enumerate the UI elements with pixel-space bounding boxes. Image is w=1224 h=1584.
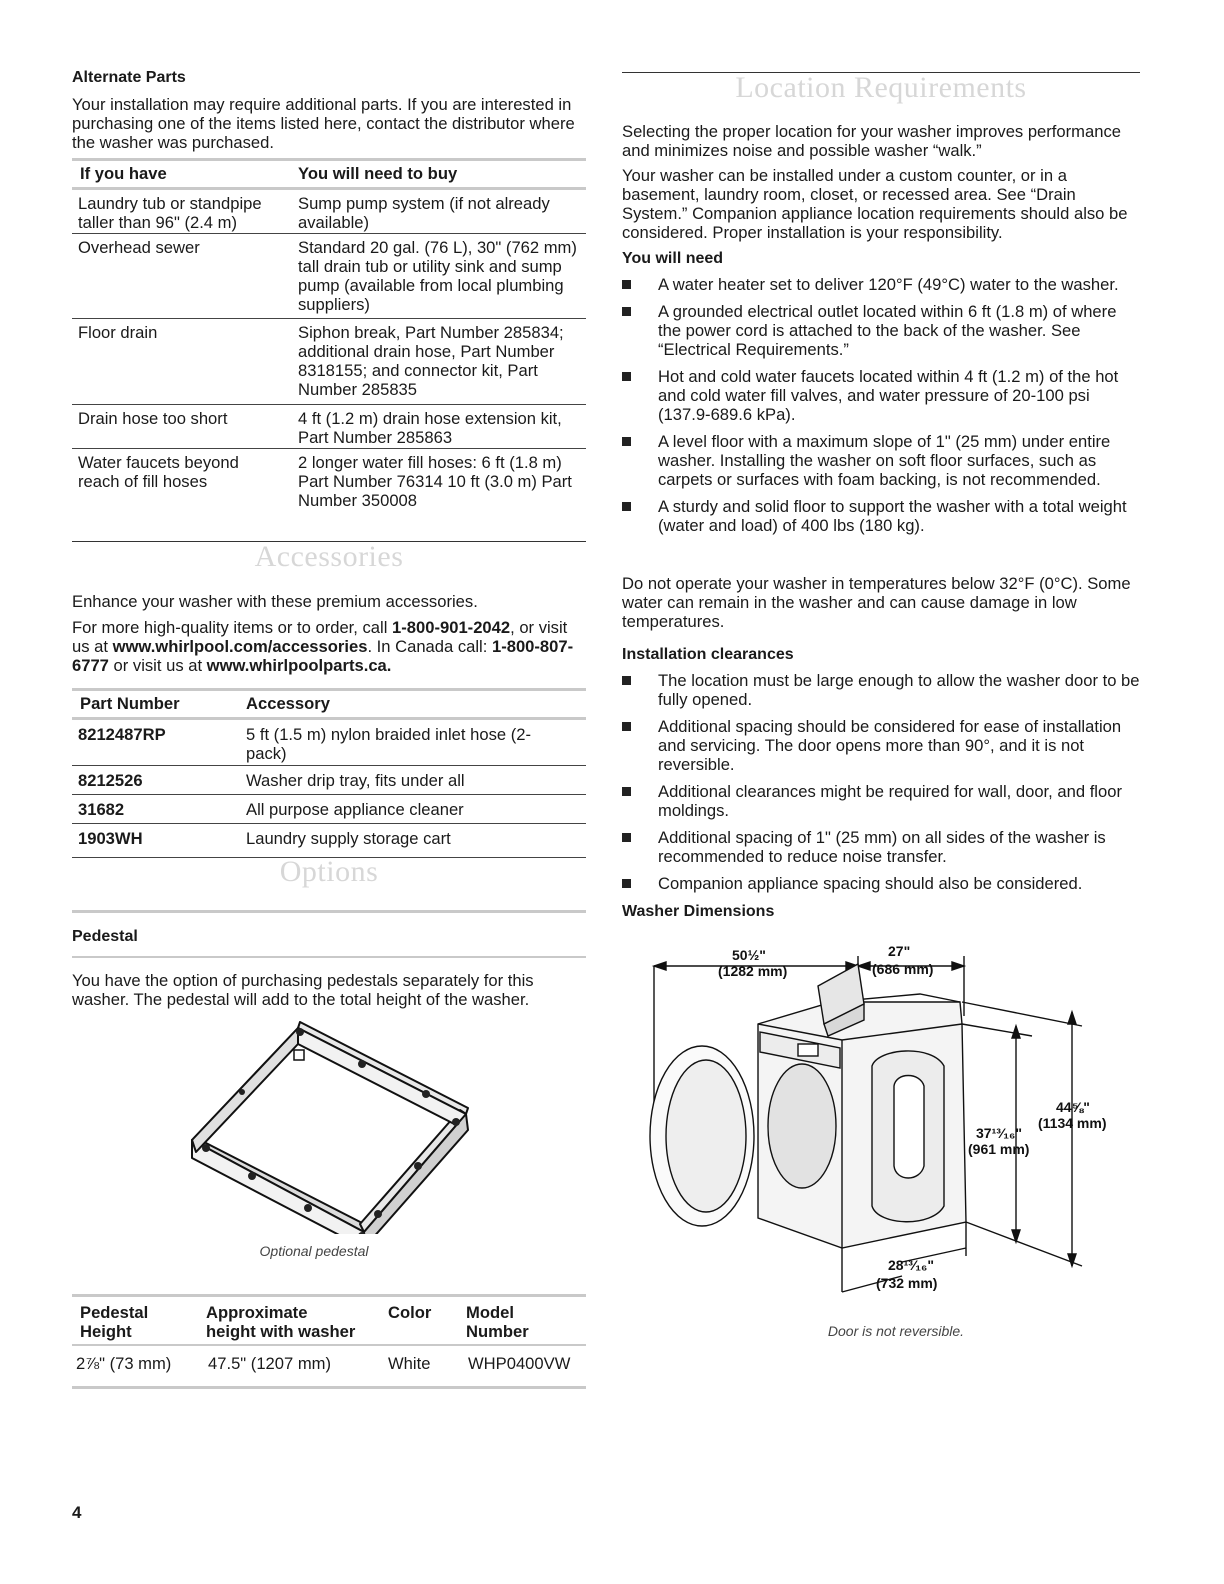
cell-buy: Siphon break, Part Number 285834; additional drain hose, Part Number 8318155; and connector kit, Part Number 285835 <box>298 323 564 399</box>
bullet-icon <box>622 879 631 888</box>
accessories-order-text <box>72 618 586 675</box>
table-header <box>72 1294 586 1346</box>
cell-approx: 47.5" (1207 mm) <box>208 1354 332 1373</box>
location-intro: Selecting the proper location for your washer improves performance and minimizes noise and possible washer “walk.” <box>622 122 1121 160</box>
cell-part: 8212526 <box>78 771 143 790</box>
clearances-list <box>622 671 1140 901</box>
col-header-accessory: Accessory <box>246 694 330 713</box>
bullet-icon <box>622 676 631 685</box>
cell-part: 31682 <box>78 800 125 819</box>
phone-us: 1-800-901-2042 <box>392 618 511 637</box>
table-row <box>72 234 586 319</box>
table-row <box>72 319 586 405</box>
list-item <box>622 782 1140 820</box>
dim-width-mm: (686 mm) <box>872 961 934 977</box>
col-header-height <box>80 1303 148 1341</box>
table-header <box>72 158 586 190</box>
list-item <box>622 717 1140 774</box>
cell-have: Laundry tub or standpipe taller than 96" (2.4 m) <box>78 194 262 232</box>
table-row <box>72 824 586 858</box>
you-will-need-list <box>622 275 1140 543</box>
table-header <box>72 688 586 720</box>
dim-height-in: 37¹³⁄₁₆" <box>976 1125 1023 1141</box>
pedestal-caption: Optional pedestal <box>259 1243 369 1259</box>
list-item-text: Hot and cold water faucets located within 4 ft (1.2 m) of the hot and cold water fill valves, and water pressure of 20-100 psi (137.9-689.6 kPa). <box>658 367 1119 424</box>
bullet-icon <box>622 280 631 289</box>
link-accessories-us[interactable]: www.whirlpool.com/accessories <box>112 637 368 656</box>
section-rule <box>72 910 586 913</box>
list-item <box>622 367 1140 424</box>
cell-height: 2⅞" (73 mm) <box>76 1354 172 1373</box>
list-item <box>622 497 1140 535</box>
table-row <box>72 720 586 766</box>
bullet-icon <box>622 787 631 796</box>
bullet-icon <box>622 307 631 316</box>
alternate-parts-intro: Your installation may require additional parts. If you are interested in purchasing one of the items listed here, contact the distributor where the washer was purchased. <box>72 95 575 152</box>
link-parts-ca[interactable]: www.whirlpoolparts.ca. <box>206 656 392 675</box>
installation-clearances-heading: Installation clearances <box>622 646 794 663</box>
cell-model: WHP0400VW <box>468 1354 571 1373</box>
table-row <box>72 190 586 234</box>
bullet-icon <box>622 833 631 842</box>
col-header-buy: You will need to buy <box>298 164 458 183</box>
col-header-have: If you have <box>80 164 167 183</box>
dim-width-door-in: 50½" <box>732 947 766 963</box>
pedestal-table <box>72 1294 586 1389</box>
list-item-text: A sturdy and solid floor to support the washer with a total weight (water and load) of 400 lbs (180 kg). <box>658 497 1127 535</box>
table-row <box>72 766 586 795</box>
dimensions-caption: Door is not reversible. <box>827 1323 965 1339</box>
washer-dimensions-heading: Washer Dimensions <box>622 903 775 920</box>
alternate-parts-table <box>72 158 586 515</box>
order-text: . In Canada call: <box>367 637 492 656</box>
header-line: Height <box>80 1322 132 1341</box>
cell-color: White <box>388 1354 431 1373</box>
location-install: Your washer can be installed under a custom counter, or in a basement, laundry room, closet, or recessed area. See “Drain System.” Companion appliance location requirements should also be considered. Proper installation is your responsibility. <box>622 166 1128 242</box>
cell-have: Overhead sewer <box>78 238 200 257</box>
dim-height-mm: (961 mm) <box>968 1141 1030 1157</box>
list-item-text: The location must be large enough to allow the washer door to be fully opened. <box>658 671 1140 709</box>
list-item-text: Additional clearances might be required for wall, door, and floor moldings. <box>658 782 1122 820</box>
cell-accessory: Laundry supply storage cart <box>246 829 451 848</box>
header-line: Pedestal <box>80 1303 149 1322</box>
dim-width-in: 27" <box>888 943 911 959</box>
cell-have: Water faucets beyond reach of fill hoses <box>78 453 239 491</box>
list-item <box>622 828 1140 866</box>
list-item-text: A level floor with a maximum slope of 1" (25 mm) under entire washer. Installing the washer on soft floor surfaces, such as carpets or surfaces with foam backing, is not recommended. <box>658 432 1111 489</box>
list-item-text: Additional spacing should be considered for ease of installation and servicing. The door opens more than 90°, and it is not reversible. <box>658 717 1122 774</box>
cell-have: Drain hose too short <box>78 409 228 428</box>
order-text: or visit us at <box>108 656 207 675</box>
phone-ca: 1-800-807-6777 <box>72 637 574 675</box>
list-item <box>622 275 1140 294</box>
dim-height-top-mm: (1134 mm) <box>1038 1115 1107 1131</box>
options-title: Options <box>279 855 379 888</box>
col-header-approx <box>206 1303 355 1341</box>
table-row <box>72 449 586 515</box>
accessories-title: Accessories <box>254 540 404 573</box>
bullet-icon <box>622 437 631 446</box>
pedestal-illustration <box>182 1018 472 1234</box>
washer-dimensions-diagram <box>632 936 1132 1316</box>
list-item <box>622 874 1140 893</box>
cell-buy: 4 ft (1.2 m) drain hose extension kit, Part Number 285863 <box>298 409 562 447</box>
dim-width-door-mm: (1282 mm) <box>718 963 788 979</box>
cell-buy: Standard 20 gal. (76 L), 30" (762 mm) tall drain tub or utility sink and sump pump (available from local plumbing suppliers) <box>298 238 577 314</box>
cell-accessory: 5 ft (1.5 m) nylon braided inlet hose (2-pack) <box>246 725 532 763</box>
cell-part: 8212487RP <box>78 725 166 744</box>
cell-buy: 2 longer water fill hoses: 6 ft (1.8 m) Part Number 76314 10 ft (3.0 m) Part Number 350008 <box>298 453 572 510</box>
page-number: 4 <box>72 1503 82 1522</box>
col-header-part: Part Number <box>80 694 180 713</box>
accessories-intro: Enhance your washer with these premium accessories. <box>72 592 478 611</box>
dim-height-top-in: 44⅝" <box>1056 1099 1090 1115</box>
cell-have: Floor drain <box>78 323 158 342</box>
list-item <box>622 302 1140 359</box>
col-header-color: Color <box>388 1303 432 1322</box>
list-item-text: Additional spacing of 1" (25 mm) on all sides of the washer is recommended to reduce noise transfer. <box>658 828 1106 866</box>
bullet-icon <box>622 722 631 731</box>
order-text: , or visit us at <box>72 618 568 656</box>
accessories-table <box>72 688 586 858</box>
list-item-text: A grounded electrical outlet located within 6 ft (1.8 m) of where the power cord is attached to the back of the washer. See “Electrical Requirements.” <box>658 302 1117 359</box>
order-text: For more high-quality items or to order, call <box>72 618 393 637</box>
list-item-text: A water heater set to deliver 120°F (49°C) water to the washer. <box>658 275 1119 294</box>
you-will-need-heading: You will need <box>622 250 724 267</box>
header-line: height with washer <box>206 1322 356 1341</box>
pedestal-text: You have the option of purchasing pedestals separately for this washer. The pedestal will add to the total height of the washer. <box>72 971 534 1009</box>
cell-buy: Sump pump system (if not already available) <box>298 194 550 232</box>
bullet-icon <box>622 502 631 511</box>
cell-accessory: Washer drip tray, fits under all <box>246 771 465 790</box>
list-item <box>622 432 1140 489</box>
pedestal-heading: Pedestal <box>72 928 138 945</box>
list-item <box>622 671 1140 709</box>
header-line: Model <box>466 1303 514 1322</box>
list-item-text: Companion appliance spacing should also be considered. <box>658 874 1083 893</box>
cell-part: 1903WH <box>78 829 143 848</box>
temperature-note: Do not operate your washer in temperatures below 32°F (0°C). Some water can remain in the washer and can cause damage in low temperatures. <box>622 574 1131 631</box>
bullet-icon <box>622 372 631 381</box>
dim-depth-in: 28¹³⁄₁₆" <box>888 1257 935 1273</box>
col-header-model <box>466 1303 529 1341</box>
header-line: Approximate <box>206 1303 308 1322</box>
table-row <box>72 405 586 449</box>
dim-depth-mm: (732 mm) <box>876 1275 938 1291</box>
table-row <box>72 1346 586 1389</box>
cell-accessory: All purpose appliance cleaner <box>246 800 464 819</box>
section-rule <box>72 956 586 958</box>
header-line: Number <box>466 1322 529 1341</box>
location-title: Location Requirements <box>735 71 1027 104</box>
table-row <box>72 795 586 824</box>
alternate-parts-heading: Alternate Parts <box>72 69 186 86</box>
